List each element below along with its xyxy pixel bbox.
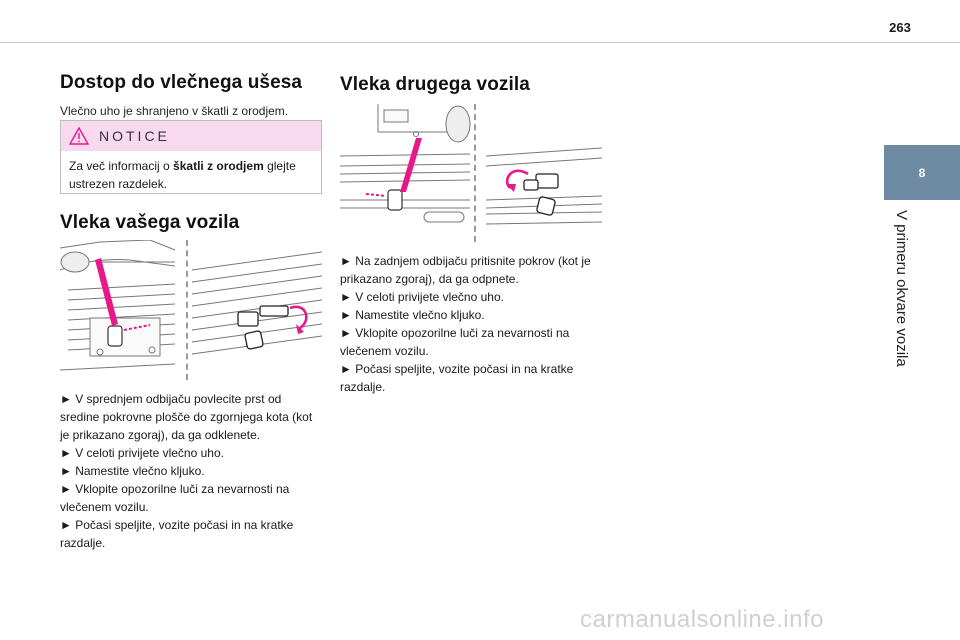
notice-header bbox=[61, 121, 321, 151]
page-number: 263 bbox=[889, 20, 911, 35]
notice-box bbox=[60, 120, 322, 194]
notice-label: NOTICE bbox=[99, 128, 170, 144]
right-step-5: ► Počasi speljite, vozite počasi in na kratke razdalje. bbox=[340, 362, 574, 394]
notice-text-after: glejte ustrezen razdelek. bbox=[69, 159, 296, 191]
right-steps bbox=[340, 252, 602, 396]
section-title-access: Dostop do vlečnega ušesa bbox=[60, 72, 303, 93]
watermark: carmanualsonline.info bbox=[580, 606, 824, 633]
notice-text-before: Za več informacij o bbox=[69, 159, 174, 173]
warning-icon bbox=[69, 127, 89, 145]
chapter-title: V primeru okvare vozila bbox=[893, 210, 910, 367]
access-text: Vlečno uho je shranjeno v škatli z orodjem. bbox=[60, 103, 289, 118]
right-illustration-divider bbox=[474, 104, 476, 242]
left-illustration-divider bbox=[186, 240, 188, 380]
chapter-number: 8 bbox=[918, 165, 926, 180]
chapter-tab[interactable] bbox=[884, 145, 960, 200]
notice-text-bold[interactable]: škatli z orodjem bbox=[173, 159, 264, 173]
left-column bbox=[60, 72, 322, 120]
header-rule bbox=[0, 42, 960, 43]
chapter-title-wrap bbox=[893, 210, 923, 430]
right-step-2: ► V celoti privijete vlečno uho. bbox=[340, 290, 504, 304]
notice-body bbox=[61, 151, 321, 199]
right-step-4: ► Vklopite opozorilne luči za nevarnosti na vlečenem vozilu. bbox=[340, 326, 570, 358]
left-step-3: ► Namestite vlečno kljuko. bbox=[60, 464, 205, 478]
left-step-4: ► Vklopite opozorilne luči za nevarnosti na vlečenem vozilu. bbox=[60, 482, 290, 514]
right-step-3: ► Namestite vlečno kljuko. bbox=[340, 308, 485, 322]
section-title-tow-own: Vleka vašega vozila bbox=[60, 212, 240, 233]
section-title-tow-other: Vleka drugega vozila bbox=[340, 74, 530, 95]
left-step-5: ► Počasi speljite, vozite počasi in na kratke razdalje. bbox=[60, 518, 294, 550]
left-step-2: ► V celoti privijete vlečno uho. bbox=[60, 446, 224, 460]
left-step-1: ► V sprednjem odbijaču povlecite prst od sredine pokrovne plošče do zgornjega kota (kot je prikazano zgoraj), da ga odklenete. bbox=[60, 392, 313, 442]
left-steps bbox=[60, 390, 322, 552]
right-step-1: ► Na zadnjem odbijaču pritisnite pokrov (kot je prikazano zgoraj), da ga odpnete. bbox=[340, 254, 591, 286]
front-bumper-illustration bbox=[60, 240, 322, 380]
rear-bumper-illustration bbox=[340, 104, 602, 242]
